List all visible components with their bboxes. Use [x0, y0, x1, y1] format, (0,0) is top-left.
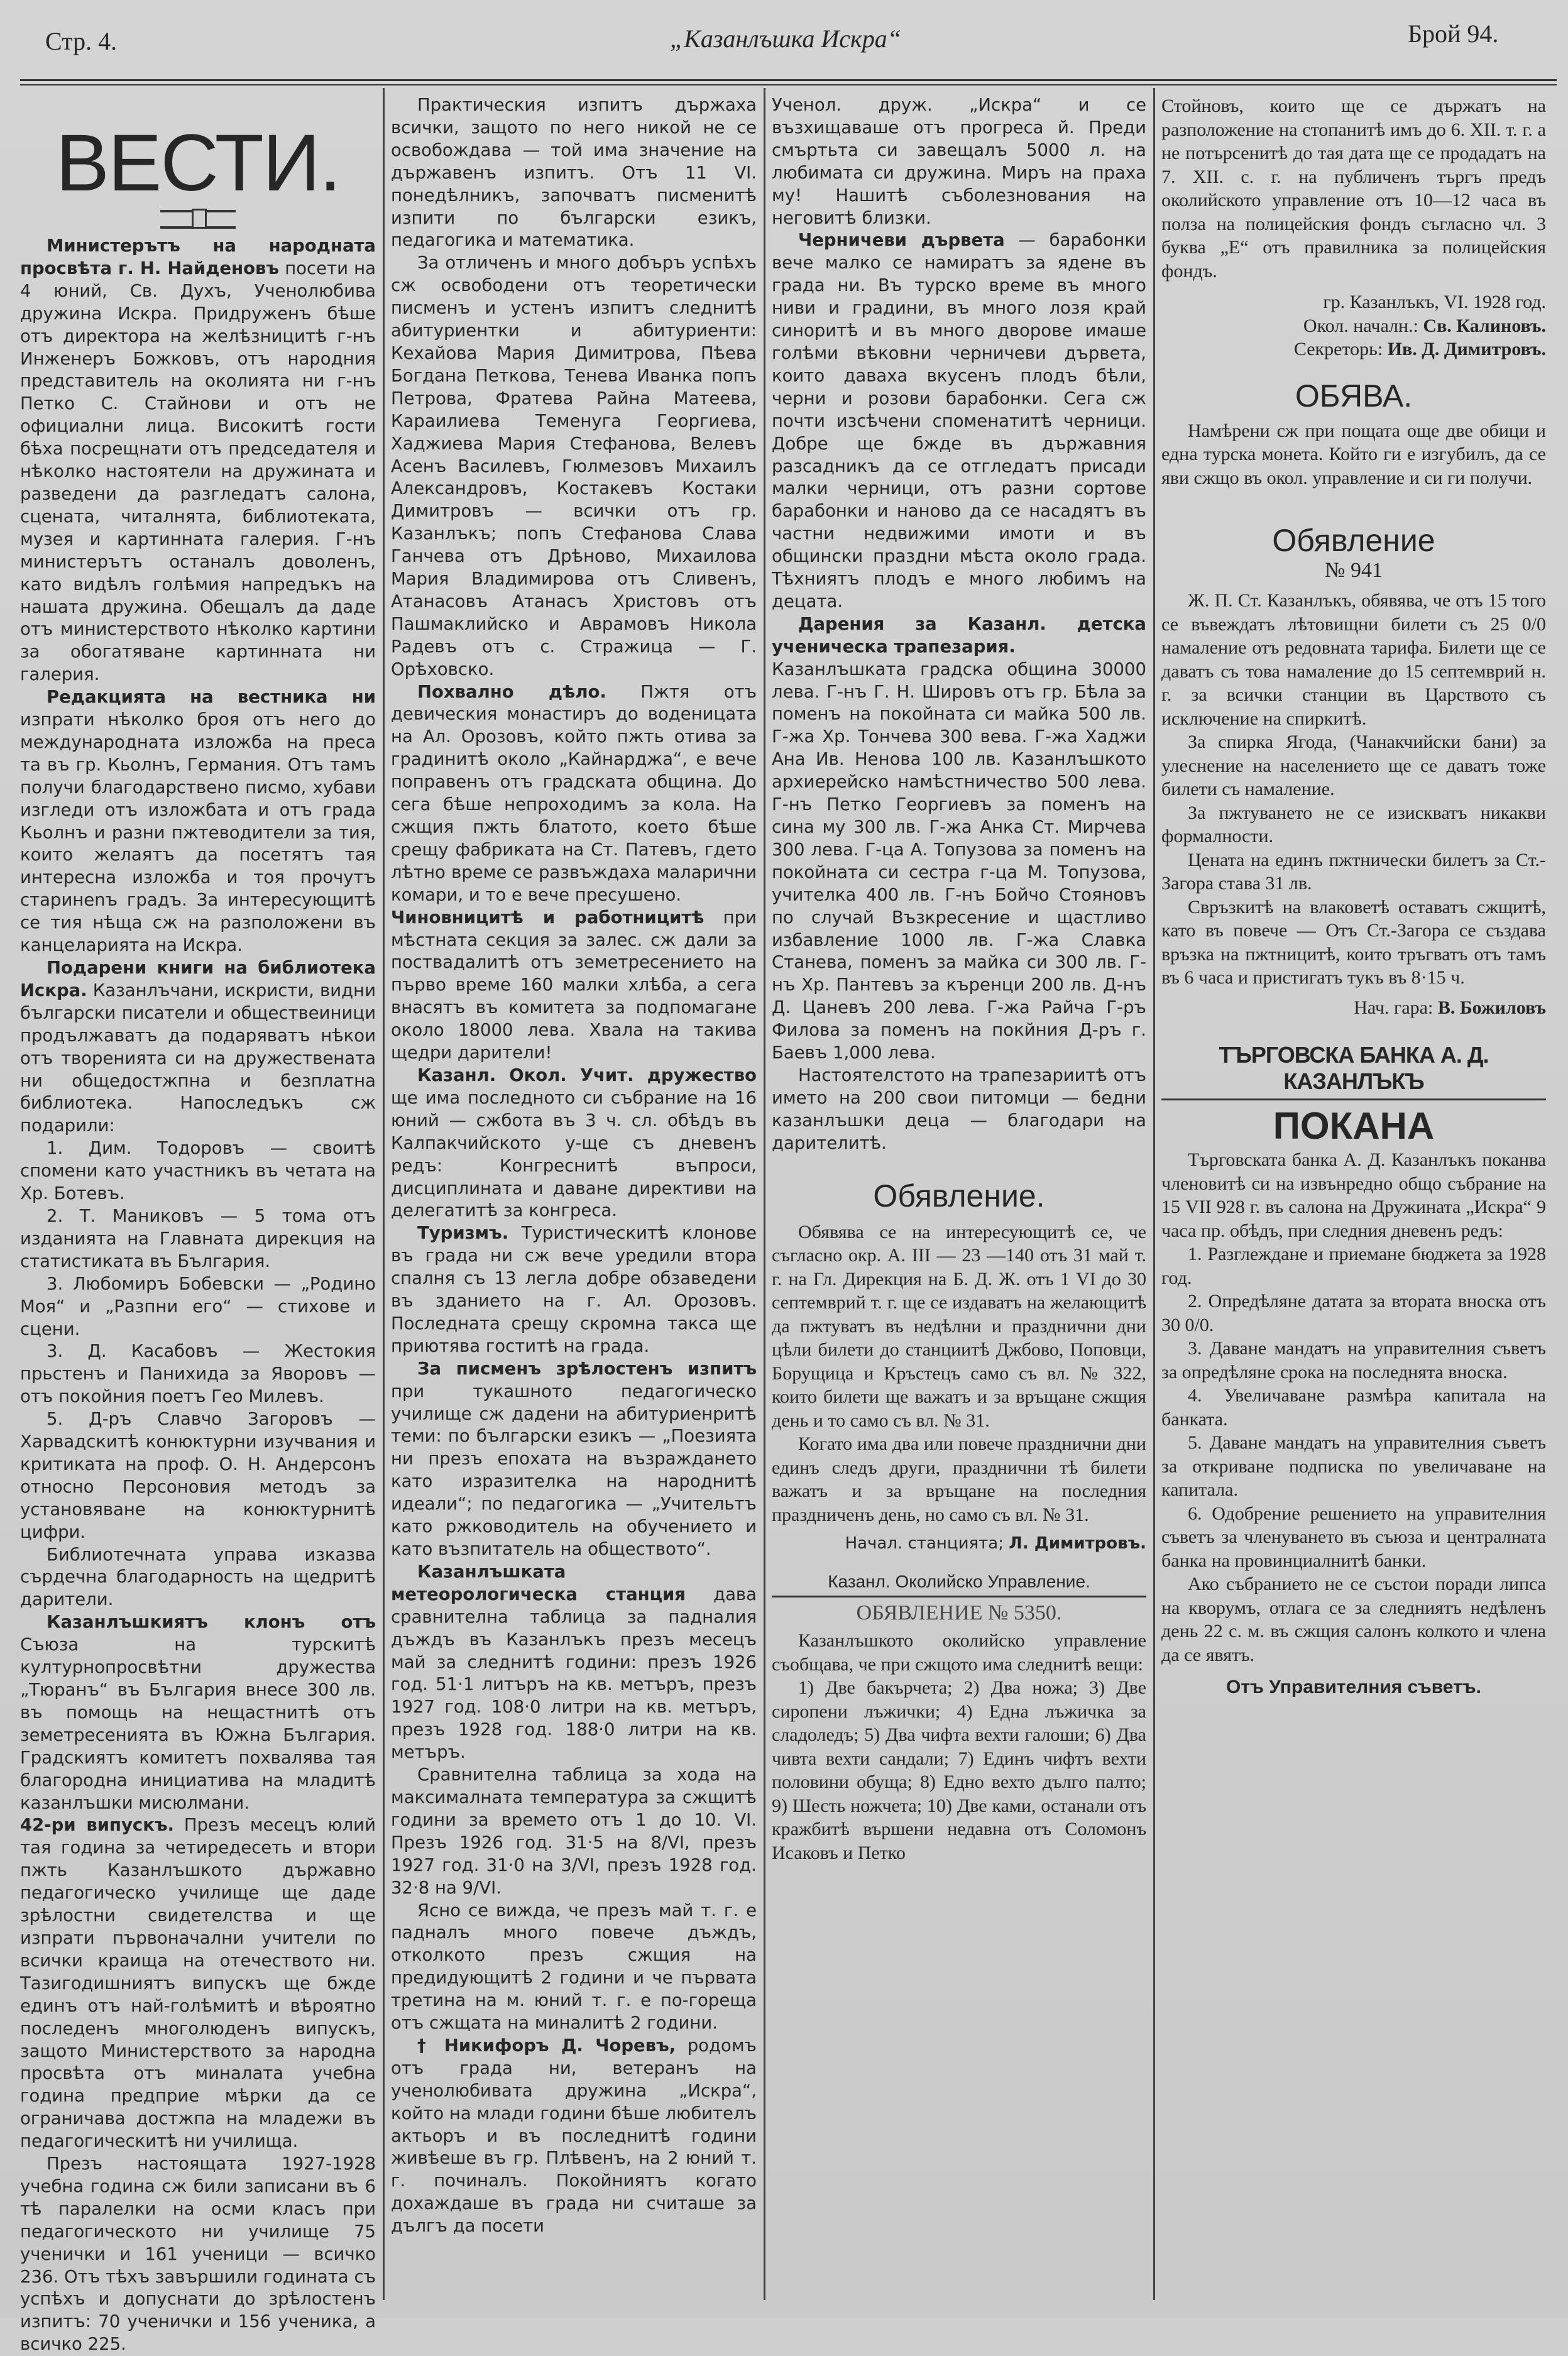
ad-found-items-intro: Казанлъшкото околийско управление съобщава, че при сжщото има следнитѣ вещи: [772, 1630, 1146, 1675]
agenda-item: 2. Опредѣляне датата за втората вноска отъ 30 0/0. [1161, 1291, 1546, 1335]
page-header [0, 0, 1568, 69]
news-item-road: Похвално дѣло. Пжтя отъ девическия монастиръ до воденицата на Ал. Орозовъ, който пжть отива за градинитѣ около „Кайнарджа“, е вече поправенъ отъ градската община. До сега бѣше непроходимъ за кола. На сжщия пжть блатото, което бѣше срещу фабриката на Ст. Патевъ, гдето лѣтно време се развъждаха маларични комари, и то е вече пресушено. [391, 681, 757, 905]
news-item-tourism: Туризмъ. Туристическитѣ клонове въ града ни сж вече уредили втора спалня съ 13 легла добре обзаведени въ зданието на г. Ал. Орозовъ. Последната срещу скромна такса ще приютява гоститѣ на града. [391, 1223, 757, 1356]
news-item-mulberry: Черничеви дървета — барабонки вече малко се намиратъ за ядене въ града ни. Въ турско време въ много ниви и градини, въ много лозя край синоритѣ и въ много дворове имаше голѣми вѣковни черничеви дървета, които даваха вкусенъ плодъ бѣли, черни и розови барабонки. Сега сж почти изсѣчени споменатитѣ черници. Добре ще бжде въ държавния разсадникъ да се отгледатъ присади малки черници, отъ разни сортове барабонки и наново да се насадятъ въ частни недвижими имоти и въ общински праздни мѣста около града. Тѣхниятъ плодъ е много любимъ на децата. [772, 230, 1146, 611]
exempt-students: За отличенъ и много добъръ успѣхъ сж освободени отъ теоретически писменъ и устенъ изпитъ следнитѣ абитуриентки и абитуриенти: Кехайова Мария Димитрова, Пѣева Богдана Петкова, Тенева Иванка попъ Петрова, Фратева Райна Матеева, Караилиева Теменуга Георгиева, Хаджиева Мария Стефанова, Велевъ Асенъ Василевъ, Гюлмезовъ Михаилъ Александровъ, Костакевъ Костаки Димитровъ — всички отъ гр. Казанлъкъ; попъ Стефанова Слава Ганчева отъ Дрѣново, Михаилова Мария Владимирова отъ Сливенъ, Атанасовъ Атанасъ Христовъ отъ Пашмаклийско и Аврамовъ Никола Радевъ отъ с. Стражица — Г. Орѣховско. [391, 253, 757, 679]
issue-number: Брой 94. [1408, 19, 1499, 48]
book-list-item: 3. Д. Касабовъ — Жестокия прьстенъ и Панихида за Яворовъ — отъ покойния поетъ Гео Милевъ. [20, 1341, 376, 1407]
page-number: Стр. 4. [45, 27, 118, 55]
ad-found-items-list: 1) Две бакърчета; 2) Два ножа; 3) Две сиропени лъжички; 4) Една лъжичка за сладоледъ; 5) Два чифта вехти галоши; 6) Два чивта вехти сандали; 7) Единъ чифтъ вехти половини обуща; 8) Едно вехто дълго палто; 9) Шесть ножчета; 10) Две ками, останали отъ кражбитѣ вършени недавна отъ Соломонъ Исаковъ и Петко [772, 1677, 1146, 1863]
book-list-item: 3. Любомиръ Бобевски — „Родино Моя“ и „Разпни его“ — стихове и сцени. [20, 1273, 376, 1339]
ad-formalities: За пжтуването не се изискватъ никакви формалности. [1161, 802, 1546, 847]
obituary: † Никифоръ Д. Чоревъ, родомъ отъ града ни, ветеранъ на ученолюбивата дружина „Искра“, който на млади години бѣше любителъ актьоръ и въ последнитѣ години живѣеше въ гр. Плѣвенъ, на 2 юний т. г. починалъ. Покойниятъ когато дохаждаше въ града ни считаше за дългъ да посети [391, 2035, 757, 2237]
agenda-item: 4. Увеличаване размѣра капитала на банката. [1161, 1385, 1546, 1430]
news-item-exam-topics: За писменъ зрѣлостенъ изпитъ при тукашното педагогическо училище сж дадени на абитуриенритѣ теми: по български езикъ — „Поезията ни презъ епохата на възраждането като изразителка на народнитѣ идеали“; по педагогика — „Учительтъ като ржководитель на обучението и като възпитатель на обществото“. [391, 1358, 757, 1559]
obituary-continued: Ученол. друж. „Искра“ и се възхищаваше отъ прогреса й. Преди смъртьта си завещалъ 5000 л. на любимата си дружина. Миръ на праха му! Нашитѣ съболезнования на неговитѣ близки. [772, 95, 1146, 228]
news-item-minister: Министерътъ на народната просвѣта г. Н. Найденовъ посети на 4 юний, Св. Духъ, Ученолюбива дружина Искра. Придруженъ бѣше отъ директора на желѣзницитѣ г-нъ Инженеръ Божковъ, отъ народния представитель на околията ни г-нъ Петко С. Стайнови и отъ не официални лица. Високитѣ гости бѣха посрещнати отъ председателя и нѣколко настоятели на дружината и разведени да разгледатъ салона, сцената, читалнята, библиотеката, музея и картинната галерия. Г-нъ министерътъ останалъ доволенъ, като видѣлъ голѣмия напредъкъ на нашата дружина. Обещалъ да даде отъ министерството нѣколко картини за обогатяване картинната ни галерия. [20, 236, 376, 685]
divider-rule [772, 1596, 1146, 1597]
ad-railway-tickets: Обявява се на интересующитѣ се, че съгласно окр. А. III — 23 —140 отъ 31 май т. г. на Гл. Дирекция на Б. Д. Ж. отъ 1 VI до 30 септемврий т. г. ще се издаватъ на желающитѣ да пжтуватъ въ недѣлни и празднични дни цѣли билети до станциитѣ Джбово, Поповци, Борущица и Кръстецъ само съ вл. № 322, които билети ще важатъ и за връщане сжщия день и то само съ вл. № 31. [772, 1221, 1146, 1431]
ad-number: № 941 [1325, 559, 1383, 582]
invitation-title: ПОКАНА [1273, 1105, 1435, 1147]
invitation-intro: Търговската банка А. Д. Казанлъкъ поканва членовитѣ си на извънредно общо събрание на 15 VII 928 г. въ салона на Дружината „Искра“ 9 часа пр. обѣдъ, при следния дневенъ редъ: [1161, 1149, 1546, 1241]
agenda-item: 3. Даване мандатъ на управителния съветъ за опредѣляне срока на последнята вноска. [1161, 1338, 1546, 1383]
agenda-item: 5. Даване мандатъ на управителния съветъ за откриване подписка по увеличаване на капитала. [1161, 1432, 1546, 1500]
meteo-conclusion: Ясно се вижда, че презъ май т. г. е падналъ много повече дъждъ, отколкото презъ сжщия на предидующитѣ 2 години и че първата третина на м. юний т. г. е по-гореща отъ сжщата на миналитѣ 2 години. [391, 1900, 757, 2034]
column-divider [1153, 88, 1155, 2300]
office-name: Казанл. Околийско Управление. [828, 1572, 1090, 1591]
ad-ticket-price: Цената на единъ пжтнически билетъ за Ст.-Загора става 31 лв. [1161, 849, 1546, 894]
board-signature: Отъ Управителния съветъ. [1226, 1677, 1481, 1697]
news-item-teachers: Казанл. Окол. Учит. дружество ще има последното си събрание на 16 юний — сжбота въ 3 ч. сл. обѣдъ въ Калпакчийското у-ще съ дневенъ редъ: Конгреснитѣ въпроси, дисциплината и даване директиви на делегатитѣ за конгреса. [391, 1065, 757, 1221]
signature-secretary: Секреторь: Ив. Д. Димитровъ. [1293, 339, 1546, 359]
meteo-temperature: Сравнителна таблица за хода на максималната температура за сжщитѣ години за времето отъ 1 до 10. VI. Презъ 1926 год. 31·5 на 8/VI, презъ 1927 год. 31·0 на 3/VI, презъ 1928 год. 32·8 на 9/VI. [391, 1765, 757, 1898]
agenda-item: 6. Одобрение решението на управителния съветъ за членуването въ съюза и централната банка на провинциалнитѣ банки. [1161, 1503, 1546, 1571]
book-list-item: 2. Т. Маниковъ — 5 тома отъ изданията на Главната дирекция на статистиката въ България. [20, 1205, 376, 1271]
news-item-editorial: Редакцията на вестника ни изпрати нѣколко броя отъ него до международната изложба на преса та въ гр. Кьолнъ, Германия. Отъ тамъ получи благодарствено писмо, хубави изгледи отъ изложбата и отъ града Кьолнъ и разни пжтеводители за тия, които желаятъ да посетятъ тая интересна изложба и тоя прочутъ старинenъ градъ. За интересующитѣ се тия нѣща сж на разположени въ канцеларията на Искра. [20, 687, 376, 956]
agenda-item: 1. Разглеждане и приемане бюджета за 1928 год. [1161, 1244, 1546, 1288]
news-item-workers: Чиновницитѣ и работницитѣ при мѣстната секция за залес. сж дали за поствадалитѣ отъ земетресението на първо време 160 малки хлѣба, а сега внасятъ въ комитета за подпомагане около 18000 лева. Хвала на такива щедри дарители! [391, 907, 757, 1063]
column-4 [1161, 94, 1546, 2306]
book-list-item: 1. Дим. Тодоровъ — своитѣ спомени като участникъ въ четата на Хр. Ботевъ. [20, 1138, 376, 1204]
donations-heading: Дарения за Казанл. детска ученическа трапезария. [772, 613, 1146, 657]
found-items-continued: Стойновъ, които ще се държатъ на разположение на стопанитѣ имъ до 6. XII. т. г. а не потърсенитѣ до тая дата ще се продадатъ на 7. XII. с. г. на публиченъ търгъ предъ околийското управление отъ 10—12 часа въ полза на полицейския фондъ съгласно чл. 3 буква „Е“ отъ правилника за полицейския фондъ. [1161, 96, 1546, 282]
donations-list: Казанлъшката градска община 30000 лева. Г-нъ Г. Н. Шировъ отъ гр. Бѣла за поменъ на покойната си майка 500 лв. Г-жа Хр. Тончева 300 вева. Г-жа Хаджи Ана Ив. Ненова 100 лв. Казанлъшкото архиерейско намѣстничество 500 лева. Г-нъ Петко Георгиевъ за поменъ на сина му 300 лв. Г-жа Анка Ст. Мирчева 300 лева. Г-ца А. Топузова за поменъ на покойната си сестра г-ца М. Топузова, учителка 400 лв. Г-нъ Бойчо Стояновъ по случай Възкресение и щастливо избавление 1000 лв. Г-жа Славка Станева, поменъ за майка си 300 лв. Г-нъ Хр. Пантевъ за къренци 200 лв. Д-нъ Д. Цаневъ 200 лева. Г-жа Райча Г-ръ Филова за поменъ на покйния Д-ръ г. Баевъ 1,000 лева. [772, 659, 1146, 1063]
header-rule-thin [20, 84, 1557, 85]
place-date: гр. Казанлъкъ, VI. 1928 год. [1323, 292, 1546, 312]
news-item-graduates: 42-ри випускъ. Презъ месецъ юлий тая година за четиредесеть и втори пжть Казанлъшкото държавно педагогическо училище ще даде зрѣлостни свидетелства и ще изпрати първоначални учители по всички краища на отечеството ни. Тазигодишниятъ випускъ ще бжде единъ отъ най-голѣмитѣ и вѣроятно последенъ многолюденъ випускъ, защото Министерството за народна просвѣта отъ миналата учебна година предприе мѣрки да се ограничава достжпа на младежи въ педагогическитѣ ни училища. [20, 1815, 376, 2152]
column-2 [391, 94, 757, 2306]
ad-title: Обявление. [873, 1178, 1045, 1214]
news-item-enrollment: Презъ настоящата 1927-1928 учебна година сж били записани въ 6 тѣ паралелки на осми класъ при педагогическото ни училище 75 ученички и 161 ученици — всичко 236. Отъ тѣхъ завършили годината съ успѣхъ и допуснати до зрѣлостенъ изпитъ: 70 ученички и 156 ученика, а всичко 225. [20, 2154, 376, 2355]
library-thanks: Библиотечната управа изказва сърдечна благодарность на щедритѣ дарители. [20, 1544, 376, 1610]
column-1 [20, 94, 376, 2355]
ad-summer-tickets: Ж. П. Ст. Казанлъкъ, обявява, че отъ 15 того се въвеждатъ лѣтовищни билети съ 25 0/0 намаление отъ редовната тарифа. Билети ще се даватъ съ това намаление до 15 септемврий н. г. за всички станции въ Царството съ исключение на спиркитѣ. [1161, 590, 1546, 729]
exam-paragraph: Практическия изпитъ държаха всички, защото по него никой не се освобождава — той има значение на държавенъ изпитъ. Отъ 11 VI. понедѣлникъ, започватъ писменитѣ изпити по български езикъ, педагогика и математика. [391, 95, 757, 251]
donations-thanks: Настоятелстото на трапезариитѣ отъ името на 200 свои питомци — бедни казанлъшки деца — благодари на дарителитѣ. [772, 1065, 1146, 1153]
book-list-item: 5. Д-ръ Славчо Загоровъ — Харвадскитѣ конюктурни изучвания и критиката на проф. О. Н. Андерсонъ относно Персоновия методъ за установяване на конюктурнитѣ цифри. [20, 1409, 376, 1542]
news-item-books: Подарени книги на библиотека Искра. Казанлъчани, искристи, видни български писатели и обществеиници продължаватъ да подаряватъ нѣкои отъ творенията си на дружествената ни общедостжпна и безплатна библиотека. Напоследъкъ сж подарили: [20, 958, 376, 1136]
ad-title-obyava: ОБЯВА. [1295, 378, 1413, 414]
ad-signature: Начал. станцията; Л. Димитровъ. [845, 1534, 1146, 1553]
newspaper-title: „Казанлъшка Искра“ [670, 25, 901, 53]
column-divider [764, 88, 765, 2300]
bank-name: ТЪРГОВСКА БАНКА А. Д. КАЗАНЛЪКЪ [1219, 1042, 1489, 1094]
ad-railway-holidays: Когато има два или повече празднични дни единъ следъ други, празднични тѣ билети важатъ и за връщане на последния праздниченъ день, но само съ вл. № 31. [772, 1433, 1146, 1525]
ad-connections: Свръзкитѣ на влаковетѣ оставатъ сжщитѣ, като въ повече — Отъ Ст.-Загора се създава връзка на пжтницитѣ, които тръгватъ отъ тамъ въ 6 часа и пристигатъ тукъ въ 8·15 ч. [1161, 896, 1546, 988]
divider-rule [1161, 1099, 1546, 1100]
column-divider [383, 88, 385, 2300]
column-3 [772, 94, 1146, 2306]
ad-lost-earrings: Намѣрени сж при пощата още две обици и една турска монета. Който ги е изгубилъ, да се яви сжщо въ окол. управление и си ги получи. [1161, 420, 1546, 488]
news-item-turan: Казанлъшкиятъ клонъ отъ Съюза на турскитѣ културнопросвѣтни дружества „Тюранъ“ въ България внесе 300 лв. въ помощь на нещастнитѣ отъ земетресенията въ Южна България. Градскиятъ комитетъ похвалява тая благородна инициатива на младитѣ казанлъшки мисюлмани. [20, 1612, 376, 1813]
signature-chief: Окол. началн.: Св. Калиновъ. [1303, 315, 1546, 336]
ad-yagoda-stop: За спирка Ягода, (Чанакчийски бани) за улеснение на населението ще се даватъ тоже билети съ намаление. [1161, 731, 1546, 799]
ad-station-signature: Нач. гара: В. Божиловъ [1354, 997, 1546, 1018]
ornament-divider [160, 210, 236, 229]
ad-title-941: Обявление [1272, 523, 1435, 558]
header-rule [20, 79, 1557, 81]
ad-title-5350: ОБЯВЛЕНИЕ № 5350. [856, 1601, 1062, 1625]
quorum-note: Ако събранието не се състои поради липса на кворумъ, отлага се за следниятъ недѣленъ день 22 с. м. въ сжщия салонъ колкото и члена да се явятъ. [1161, 1574, 1546, 1665]
news-item-meteo: Казанлъшката метеорологическа станция дава сравнителна таблица за падналия дъждъ въ Казанлъкъ презъ месецъ май за следнитѣ години: презъ 1926 год. 51·1 литъръ на кв. метъръ, презъ 1927 год. 108·0 литри на кв. метъръ, презъ 1928 год. 188·0 литри на кв. метъръ. [391, 1561, 757, 1763]
section-masthead: ВЕСТИ. [55, 118, 341, 208]
